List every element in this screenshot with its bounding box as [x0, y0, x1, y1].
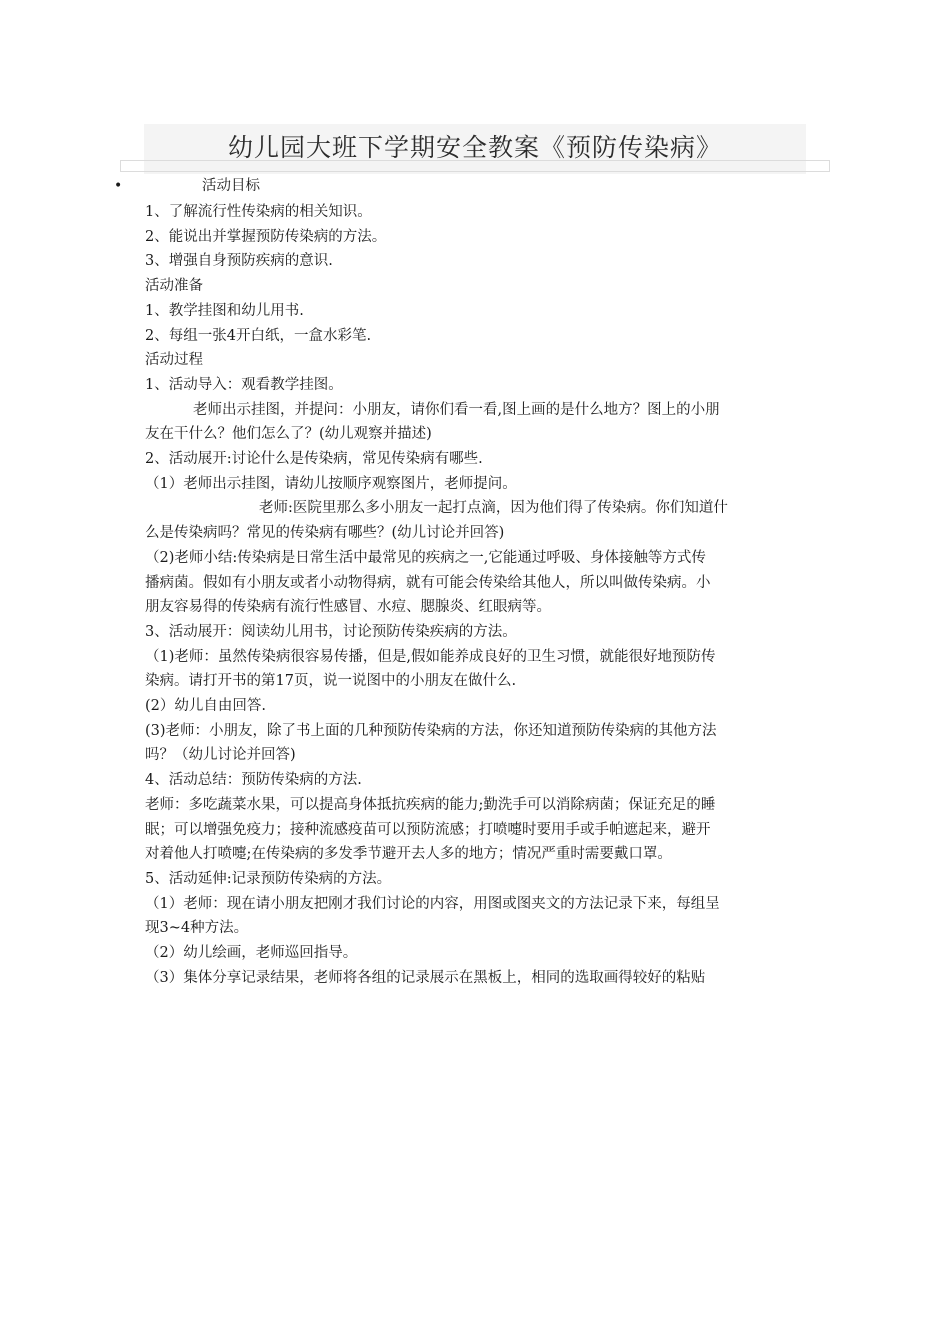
text-line: 眠；可以增强免疫力；接种流感疫苗可以预防流感；打喷嚏时要用手或手帕遮起来，避开	[145, 821, 711, 838]
text-line: 活动过程	[145, 352, 203, 369]
text-line: (2）幼儿自由回答.	[145, 698, 266, 715]
text-line: 吗？（幼儿讨论并回答)	[145, 747, 296, 764]
text-line: 2、每组一张4开白纸，一盒水彩笔.	[145, 327, 372, 344]
text-line: （1)老师：虽然传染病很容易传播，但是,假如能养成良好的卫生习惯，就能很好地预防传	[145, 648, 716, 665]
text-line: 5、活动延伸:记录预防传染病的方法。	[145, 870, 392, 887]
text-line: 3、活动展开：阅读幼儿用书，讨论预防传染疾病的方法。	[145, 623, 517, 640]
text-line: (3)老师：小朋友，除了书上面的几种预防传染病的方法，你还知道预防传染病的其他方法	[145, 722, 717, 739]
text-line: 老师：多吃蔬菜水果，可以提高身体抵抗疾病的能力;勤洗手可以消除病菌；保证充足的睡	[145, 796, 716, 813]
text-line: 3、增强自身预防疾病的意识.	[145, 253, 333, 270]
section-heading-objectives: 活动目标	[202, 178, 260, 194]
text-line: 2、能说出并掌握预防传染病的方法。	[145, 228, 387, 245]
text-line: 播病菌。假如有小朋友或者小动物得病，就有可能会传染给其他人，所以叫做传染病。小	[145, 574, 711, 591]
text-line: （1）老师出示挂图，请幼儿按顺序观察图片，老师提问。	[145, 475, 517, 492]
text-line: 4、活动总结：预防传染病的方法.	[145, 772, 362, 789]
text-line: （3）集体分享记录结果，老师将各组的记录展示在黑板上，相同的选取画得较好的粘贴	[145, 969, 706, 986]
document-body	[145, 200, 807, 991]
text-line: 对着他人打喷嚏;在传染病的多发季节避开去人多的地方；情况严重时需要戴口罩。	[145, 846, 672, 863]
text-line: 友在干什么？他们怎么了？(幼儿观察并描述)	[145, 426, 432, 443]
text-line: 1、活动导入：观看教学挂图。	[145, 376, 343, 393]
text-line: 1、教学挂图和幼儿用书.	[145, 302, 304, 319]
text-line: 现3~4种方法。	[145, 920, 249, 937]
text-line: （2）幼儿绘画，老师巡回指导。	[145, 945, 358, 962]
text-line: 染病。请打开书的第17页，说一说图中的小朋友在做什么.	[145, 673, 517, 690]
text-line: 活动准备	[145, 278, 203, 295]
text-line: 老师出示挂图，并提问：小朋友，请你们看一看,图上画的是什么地方？图上的小朋	[193, 401, 720, 418]
document-title: 幼儿园大班下学期安全教案《预防传染病》	[227, 133, 722, 162]
text-line: 老师:医院里那么多小朋友一起打点滴，因为他们得了传染病。你们知道什	[259, 500, 728, 517]
list-bullet: •	[114, 178, 123, 194]
text-line: 1、了解流行性传染病的相关知识。	[145, 204, 372, 220]
text-line: 么是传染病吗？常见的传染病有哪些？(幼儿讨论并回答)	[145, 525, 505, 542]
text-line: 2、活动展开:讨论什么是传染病，常见传染病有哪些.	[145, 451, 483, 468]
text-line: （2)老师小结:传染病是日常生活中最常见的疾病之一,它能通过呼吸、身体接触等方式传	[145, 549, 706, 566]
text-line: （1）老师：现在请小朋友把刚才我们讨论的内容，用图或图夹文的方法记录下来，每组呈	[145, 895, 720, 912]
text-line: 朋友容易得的传染病有流行性感冒、水痘、腮腺炎、红眼病等。	[145, 599, 551, 616]
